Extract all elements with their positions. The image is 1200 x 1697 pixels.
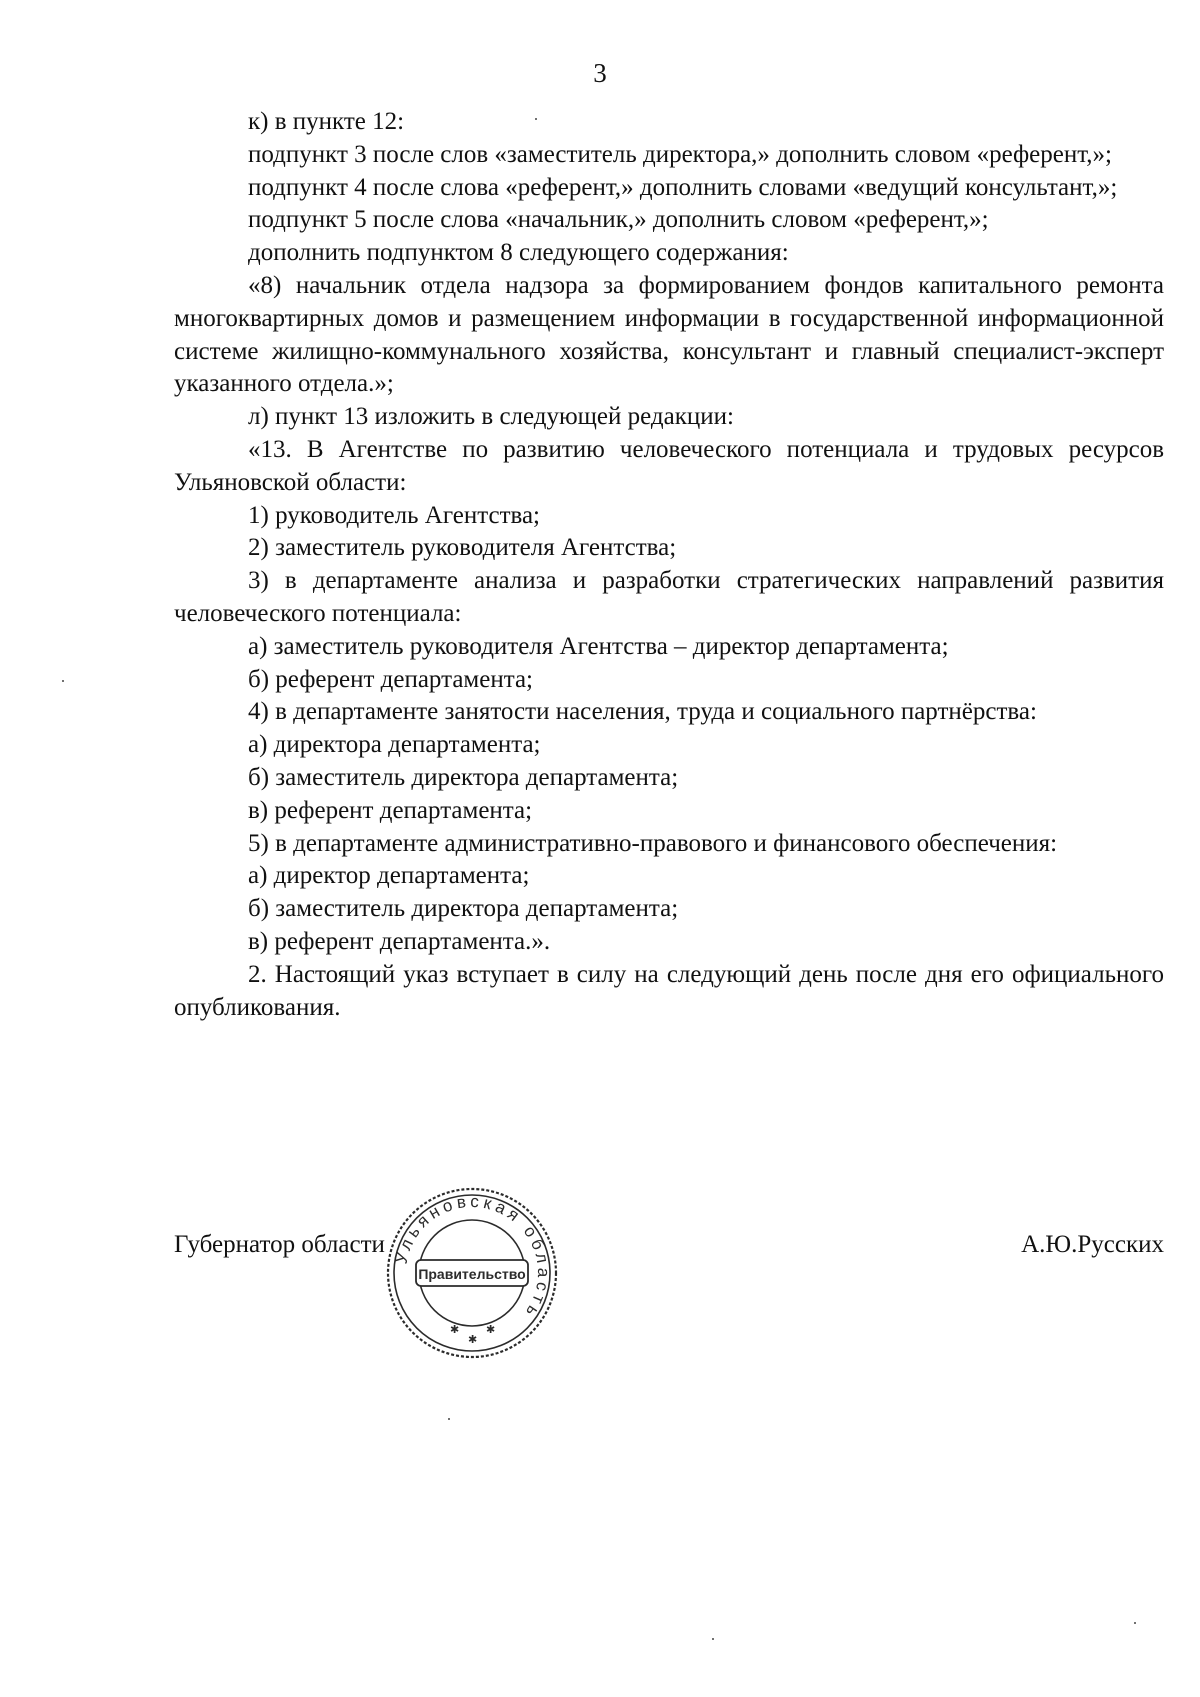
seal-outer-text: Ульяновская область xyxy=(391,1191,554,1324)
list-item-3a: а) заместитель руководителя Агентства – директор департамента; xyxy=(248,632,949,660)
paragraph-subpoint-5: подпункт 5 после слова «начальник,» дополнить словом «референт,»; xyxy=(248,206,989,234)
paragraph-item-k: к) в пункте 12: xyxy=(248,108,405,135)
list-item-5a: а) директор департамента; xyxy=(248,862,530,890)
paragraph-effective-date: 2. Настоящий указ вступает в силу на следующий день после дня его официального опубликования. xyxy=(174,960,1164,1021)
seal-star-icon: ✱ xyxy=(486,1323,496,1336)
seal-center-text: Правительство xyxy=(418,1266,526,1282)
official-seal-stamp xyxy=(382,1183,562,1363)
scan-speck xyxy=(448,1418,450,1420)
list-item-4b: б) заместитель директора департамента; xyxy=(248,763,679,791)
list-item-5c: в) референт департамента.». xyxy=(248,927,551,955)
list-item-5: 5) в департаменте административно-правового и финансового обеспечения: xyxy=(248,829,1058,857)
list-item-4c: в) референт департамента; xyxy=(248,796,533,824)
paragraph-subpoint-8-text: «8) начальник отдела надзора за формированием фондов капитального ремонта многоквартирных домов и размещением информации в государственной информационной системе жилищно-коммунального хозяйства, консультант и главный специалист-эксперт указанного отдела.»; xyxy=(174,271,1164,398)
list-item-3b: б) референт департамента; xyxy=(248,665,533,693)
paragraph-add-subpoint-8: дополнить подпунктом 8 следующего содержания: xyxy=(248,239,789,267)
scan-speck xyxy=(1134,1622,1136,1624)
signatory-name: А.Ю.Русских xyxy=(1021,1231,1164,1258)
paragraph-subpoint-4: подпункт 4 после слова «референт,» дополнить словами «ведущий консультант,»; xyxy=(248,173,1118,201)
seal-star-icon: ✱ xyxy=(450,1323,460,1336)
scan-speck xyxy=(62,680,64,682)
list-item-3: 3) в департаменте анализа и разработки стратегических направлений развития человеческого потенциала: xyxy=(174,567,1164,627)
list-item-1: 1) руководитель Агентства; xyxy=(248,501,541,529)
document-body xyxy=(174,106,1164,1024)
scan-speck xyxy=(712,1638,714,1640)
scan-speck xyxy=(535,118,537,120)
list-item-4a: а) директора департамента; xyxy=(248,731,541,759)
signatory-title: Губернатор области xyxy=(174,1231,385,1258)
paragraph-subpoint-3: подпункт 3 после слов «заместитель директора,» дополнить словом «референт,»; xyxy=(248,140,1112,168)
list-item-4: 4) в департаменте занятости населения, труда и социального партнёрства: xyxy=(248,698,1037,726)
list-item-5b: б) заместитель директора департамента; xyxy=(248,895,679,923)
seal-star-icon: ✱ xyxy=(468,1333,478,1346)
list-item-2: 2) заместитель руководителя Агентства; xyxy=(248,534,677,562)
signature-block xyxy=(174,1225,1164,1265)
paragraph-item-l: л) пункт 13 изложить в следующей редакции: xyxy=(248,403,734,431)
paragraph-point-13: «13. В Агентстве по развитию человеческого потенциала и трудовых ресурсов Ульяновской области: xyxy=(174,435,1164,496)
page-number: 3 xyxy=(593,58,607,88)
